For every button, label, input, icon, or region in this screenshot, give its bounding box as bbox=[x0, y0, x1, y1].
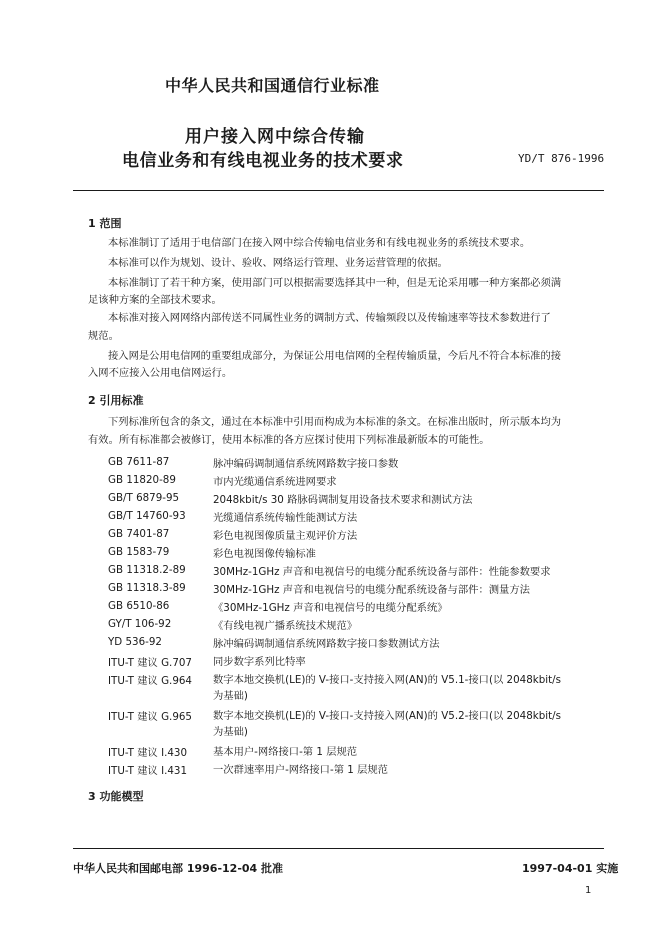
reference-code: ITU-T 建议 I.430 bbox=[108, 747, 188, 759]
document-title-line2: 电信业务和有线电视业务的技术要求 bbox=[122, 151, 404, 171]
reference-title: 2048kbit/s 30 路脉码调制复用设备技术要求和测试方法 bbox=[213, 494, 473, 506]
reference-title: 脉冲编码调制通信系统网路数字接口参数测试方法 bbox=[213, 638, 440, 650]
paragraph: 本标准对接入网网络内部传送不同属性业务的调制方式、传输频段以及传输速率等技术参数进行了 bbox=[108, 312, 551, 324]
reference-title-continuation: 为基础) bbox=[213, 726, 248, 738]
section-heading-functional-model: 3 功能模型 bbox=[88, 790, 144, 803]
issuing-authority: 中华人民共和国通信行业标准 bbox=[165, 76, 380, 95]
section-heading-scope: 1 范围 bbox=[88, 217, 122, 230]
reference-title: 彩色电视图像传输标准 bbox=[213, 548, 316, 560]
reference-title: 脉冲编码调制通信系统网路数字接口参数 bbox=[213, 458, 399, 470]
reference-title: 光缆通信系统传输性能测试方法 bbox=[213, 512, 358, 524]
reference-code: YD 536-92 bbox=[108, 636, 162, 648]
reference-title: 基本用户-网络接口-第 1 层规范 bbox=[213, 746, 358, 758]
reference-code: GB/T 14760-93 bbox=[108, 510, 186, 522]
reference-code: GB 11318.2-89 bbox=[108, 564, 186, 576]
reference-code: GB 7611-87 bbox=[108, 456, 170, 468]
reference-title: 一次群速率用户-网络接口-第 1 层规范 bbox=[213, 764, 388, 776]
reference-code: GB 6510-86 bbox=[108, 600, 170, 612]
reference-code: ITU-T 建议 G.707 bbox=[108, 657, 192, 669]
reference-code: ITU-T 建议 G.964 bbox=[108, 675, 192, 687]
paragraph: 规范。 bbox=[88, 330, 119, 342]
paragraph: 有效。所有标准都会被修订，使用本标准的各方应探讨使用下列标准最新版本的可能性。 bbox=[88, 434, 490, 446]
reference-title: 市内光缆通信系统进网要求 bbox=[213, 476, 337, 488]
section-heading-normative-references: 2 引用标准 bbox=[88, 394, 144, 407]
reference-code: ITU-T 建议 I.431 bbox=[108, 765, 188, 777]
reference-code: GY/T 106-92 bbox=[108, 618, 172, 630]
approval-statement: 中华人民共和国邮电部 1996-12-04 批准 bbox=[73, 862, 284, 875]
reference-title-continuation: 为基础) bbox=[213, 690, 248, 702]
reference-code: ITU-T 建议 G.965 bbox=[108, 711, 192, 723]
reference-code: GB 11820-89 bbox=[108, 474, 176, 486]
paragraph: 下列标准所包含的条文，通过在本标准中引用而构成为本标准的条文。在标准出版时，所示版本均为 bbox=[108, 416, 562, 428]
paragraph: 本标准制订了适用于电信部门在接入网中综合传输电信业务和有线电视业务的系统技术要求。 bbox=[108, 237, 531, 249]
reference-title: 30MHz-1GHz 声音和电视信号的电缆分配系统设备与部件：性能参数要求 bbox=[213, 566, 551, 578]
reference-title: 彩色电视图像质量主观评价方法 bbox=[213, 530, 358, 542]
reference-title: 《有线电视广播系统技术规范》 bbox=[213, 620, 358, 632]
paragraph: 入网不应接入公用电信网运行。 bbox=[88, 367, 233, 379]
paragraph: 本标准制订了若干种方案，使用部门可以根据需要选择其中一种，但是无论采用哪一种方案都必须满 bbox=[108, 277, 562, 289]
reference-title: 数字本地交换机(LE)的 V-接口-支持接入网(AN)的 V5.2-接口(以 2048kbit/s bbox=[213, 710, 561, 722]
reference-title: 30MHz-1GHz 声音和电视信号的电缆分配系统设备与部件：测量方法 bbox=[213, 584, 530, 596]
page-number: 1 bbox=[585, 885, 592, 896]
reference-title: 《30MHz-1GHz 声音和电视信号的电缆分配系统》 bbox=[213, 602, 448, 614]
document-title-line1: 用户接入网中综合传输 bbox=[185, 127, 365, 147]
header-divider bbox=[73, 190, 604, 191]
paragraph: 接入网是公用电信网的重要组成部分，为保证公用电信网的全程传输质量，今后凡不符合本标准的接 bbox=[108, 350, 562, 362]
implementation-date: 1997-04-01 实施 bbox=[522, 862, 619, 875]
reference-code: GB 11318.3-89 bbox=[108, 582, 186, 594]
reference-title: 数字本地交换机(LE)的 V-接口-支持接入网(AN)的 V5.1-接口(以 2048kbit/s bbox=[213, 674, 561, 686]
paragraph: 足该种方案的全部技术要求。 bbox=[88, 294, 222, 306]
paragraph: 本标准可以作为规划、设计、验收、网络运行管理、业务运营管理的依据。 bbox=[108, 257, 448, 269]
reference-code: GB/T 6879-95 bbox=[108, 492, 180, 504]
reference-code: GB 7401-87 bbox=[108, 528, 170, 540]
standard-number: YD/T 876-1996 bbox=[518, 152, 605, 165]
reference-title: 同步数字系列比特率 bbox=[213, 656, 306, 668]
reference-code: GB 1583-79 bbox=[108, 546, 170, 558]
footer-divider bbox=[73, 848, 604, 849]
